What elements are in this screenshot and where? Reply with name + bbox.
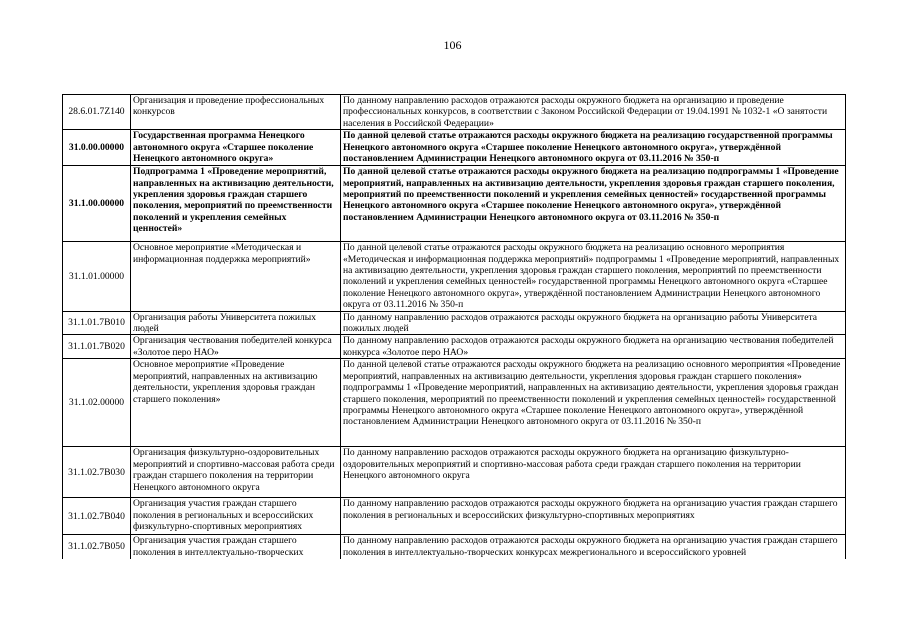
table-row: [63, 335, 846, 359]
row-code: 31.1.02.7В030: [63, 447, 131, 498]
row-code: 28.6.01.7Z140: [63, 95, 131, 130]
row-description: По данной целевой статье отражаются расходы окружного бюджета на реализацию основного мероприятия «Методическая и информационная поддержка мероприятий» подпрограммы 1 «Проведение мероприятий, направленных на активизацию деятельности, укрепления здоровья граждан старшего поколения, мероприятий по преемственности поколений и укрепления семейных ценностей» государственной программы Ненецкого автономного округа «Старшее поколение Ненецкого автономного округа», утверждённой постановлением Администрации Ненецкого автономного округа от 03.11.2016 № 350-п: [341, 242, 846, 311]
row-description: По данной целевой статье отражаются расходы окружного бюджета на реализацию подпрограммы 1 «Проведение мероприятий, направленных на активизацию деятельности, укрепления здоровья граждан старшего поколения, мероприятий по преемственности поколений и укрепления семейных ценностей» государственной программы Ненецкого автономного округа «Старшее поколение Ненецкого автономного округа», утверждённой постановлением Администрации Ненецкого автономного округа от 03.11.2016 № 350-п: [341, 166, 846, 242]
page-number: 106: [443, 38, 462, 52]
row-name: Основное мероприятие «Методическая и информационная поддержка мероприятий»: [131, 242, 341, 311]
table-row: [63, 311, 846, 335]
row-description: По данной целевой статье отражаются расходы окружного бюджета на реализацию государственной программы Ненецкого автономного округа «Старшее поколение Ненецкого автономного округа», утверждённой постановлением Администрации Ненецкого автономного округа от 03.11.2016 № 350-п: [341, 130, 846, 166]
row-description: По данному направлению расходов отражаются расходы окружного бюджета на организацию работы Университета пожилых людей: [341, 311, 846, 335]
budget-classification-table: [62, 94, 846, 559]
row-code: 31.1.01.7В010: [63, 311, 131, 335]
row-name: Организация физкультурно-оздоровительных мероприятий и спортивно-массовая работа среди граждан старшего поколения на территории Ненецкого автономного округа: [131, 447, 341, 498]
table-body: [63, 95, 846, 559]
row-code: 31.1.02.00000: [63, 359, 131, 447]
table-row: [63, 166, 846, 242]
row-name: Подпрограмма 1 «Проведение мероприятий, направленных на активизацию деятельности, укрепления здоровья граждан старшего поколения, мероприятий по преемственности поколений и укрепления семейных ценностей»: [131, 166, 341, 242]
table-row: [63, 95, 846, 130]
row-name: Государственная программа Ненецкого автономного округа «Старшее поколение Ненецкого автономного округа»: [131, 130, 341, 166]
row-code: 31.1.02.7В050: [63, 535, 131, 559]
table-row: [63, 498, 846, 535]
row-name: Организация работы Университета пожилых людей: [131, 311, 341, 335]
row-description: По данному направлению расходов отражаются расходы окружного бюджета на организацию физкультурно-оздоровительных мероприятий и спортивно-массовая работа среди граждан старшего поколения на территории Ненецкого автономного округа: [341, 447, 846, 498]
row-description: По данному направлению расходов отражаются расходы окружного бюджета на организацию участия граждан старшего поколения в региональных и всероссийских физкультурно-спортивных мероприятиях: [341, 498, 846, 535]
row-code: 31.1.01.00000: [63, 242, 131, 311]
row-code: 31.1.02.7В040: [63, 498, 131, 535]
row-name: Организация участия граждан старшего поколения в региональных и всероссийских физкультурно-спортивных мероприятиях: [131, 498, 341, 535]
row-description: По данной целевой статье отражаются расходы окружного бюджета на реализацию основного мероприятия «Проведение мероприятий, направленных на активизацию деятельности, укрепления здоровья граждан старшего поколения» подпрограммы 1 «Проведение мероприятий, направленных на активизацию деятельности, укрепления здоровья граждан старшего поколения, мероприятий по преемственности поколений и укрепления семейных ценностей» государственной программы Ненецкого автономного округа «Старшее поколение Ненецкого автономного округа», утверждённой постановлением Администрации Ненецкого автономного округа от 03.11.2016 № 350-п: [341, 359, 846, 447]
row-description: По данному направлению расходов отражаются расходы окружного бюджета на организацию и проведение профессиональных конкурсов, в соответствии с Законом Российской Федерации от 19.04.1991 № 1032-1 «О занятости населения в Российской Федерации»: [341, 95, 846, 130]
table-row: [63, 535, 846, 559]
table-row: [63, 447, 846, 498]
row-description: По данному направлению расходов отражаются расходы окружного бюджета на организацию участия граждан старшего поколения в интеллектуально-творческих конкурсах межрегионального и всероссийского уровней: [341, 535, 846, 559]
row-name: Организация чествования победителей конкурса «Золотое перо НАО»: [131, 335, 341, 359]
row-code: 31.0.00.00000: [63, 130, 131, 166]
row-name: Организация участия граждан старшего поколения в интеллектуально-творческих: [131, 535, 341, 559]
table-row: [63, 359, 846, 447]
row-name: Основное мероприятие «Проведение мероприятий, направленных на активизацию деятельности, укрепления здоровья граждан старшего поколения»: [131, 359, 341, 447]
row-code: 31.1.01.7В020: [63, 335, 131, 359]
row-name: Организация и проведение профессиональных конкурсов: [131, 95, 341, 130]
table-row: [63, 242, 846, 311]
table-row: [63, 130, 846, 166]
row-code: 31.1.00.00000: [63, 166, 131, 242]
row-description: По данному направлению расходов отражаются расходы окружного бюджета на организацию чествования победителей конкурса «Золотое перо НАО»: [341, 335, 846, 359]
